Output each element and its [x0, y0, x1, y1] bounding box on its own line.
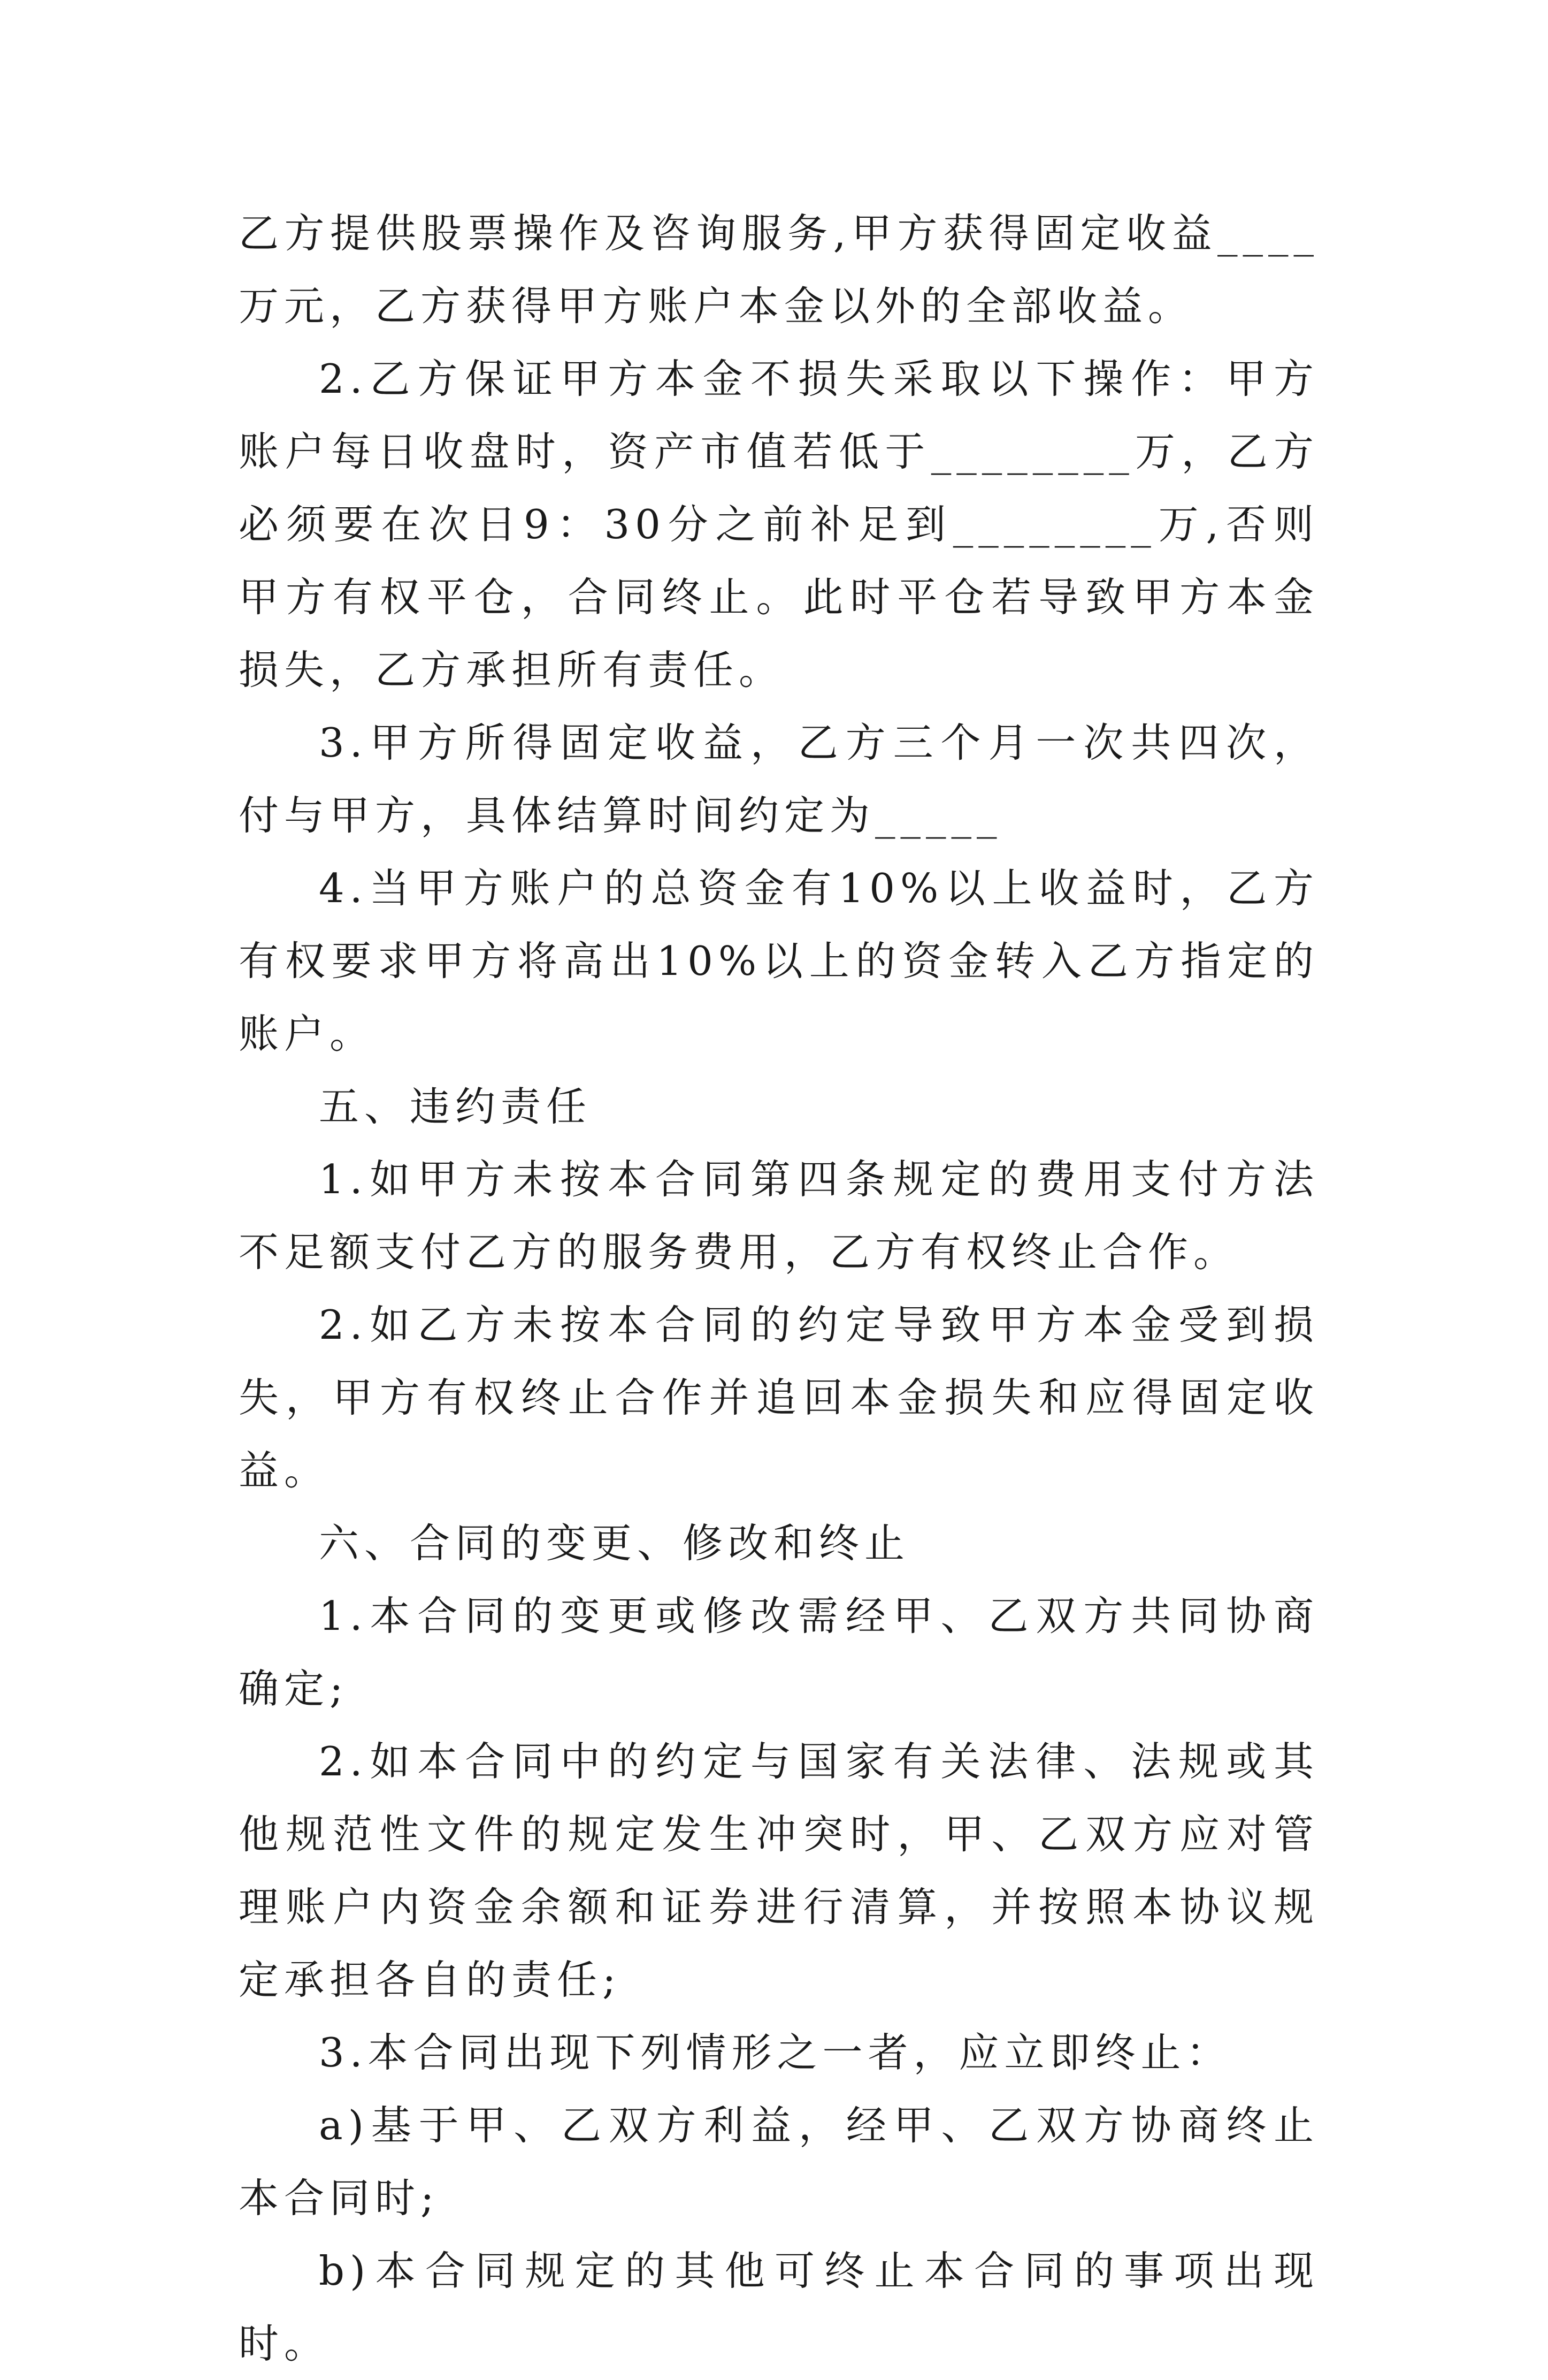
paragraph-breach-party-a: 1.如甲方未按本合同第四条规定的费用支付方法不足额支付乙方的服务费用，乙方有权终止合作。 — [239, 1156, 1319, 1276]
section-heading-modification: 六、合同的变更、修改和终止 — [319, 1520, 910, 1567]
paragraph-excess-profit: 4.当甲方账户的总资金有10%以上收益时，乙方有权要求甲方将高出10%以上的资金转入乙方指定的账户。 — [239, 865, 1319, 1057]
paragraph-termination-a: a)基于甲、乙双方利益，经甲、乙双方协商终止本合同时; — [239, 2102, 1319, 2222]
paragraph-legal-conflict: 2.如本合同中的约定与国家有关法律、法规或其他规范性文件的规定发生冲突时，甲、乙双方应对管理账户内资金余额和证券进行清算，并按照本协议规定承担各自的责任; — [239, 1738, 1319, 2003]
section-heading-breach: 五、违约责任 — [319, 1083, 592, 1130]
paragraph-modification: 1.本合同的变更或修改需经甲、乙双方共同协商确定; — [239, 1592, 1319, 1712]
paragraph-termination-b: b)本合同规定的其他可终止本合同的事项出现时。 — [239, 2247, 1319, 2367]
paragraph-breach-party-b: 2.如乙方未按本合同的约定导致甲方本金受到损失，甲方有权终止合作并追回本金损失和应得固定收益。 — [239, 1301, 1319, 1494]
paragraph-settlement: 3.甲方所得固定收益，乙方三个月一次共四次，付与甲方，具体结算时间约定为_____ — [239, 719, 1319, 839]
paragraph-termination-conditions: 3.本合同出现下列情形之一者，应立即终止： — [319, 2029, 1232, 2076]
paragraph-fixed-income: 乙方提供股票操作及咨询服务,甲方获得固定收益____万元，乙方获得甲方账户本金以外的全部收益。 — [239, 210, 1319, 330]
contract-body — [239, 197, 1319, 2380]
paragraph-principal-guarantee: 2.乙方保证甲方本金不损失采取以下操作：甲方账户每日收盘时，资产市值若低于________万，乙方必须要在次日9：30分之前补足到________万,否则甲方有权平仓，合同终止。此时平仓若导致甲方本金损失，乙方承担所有责任。 — [239, 355, 1319, 693]
